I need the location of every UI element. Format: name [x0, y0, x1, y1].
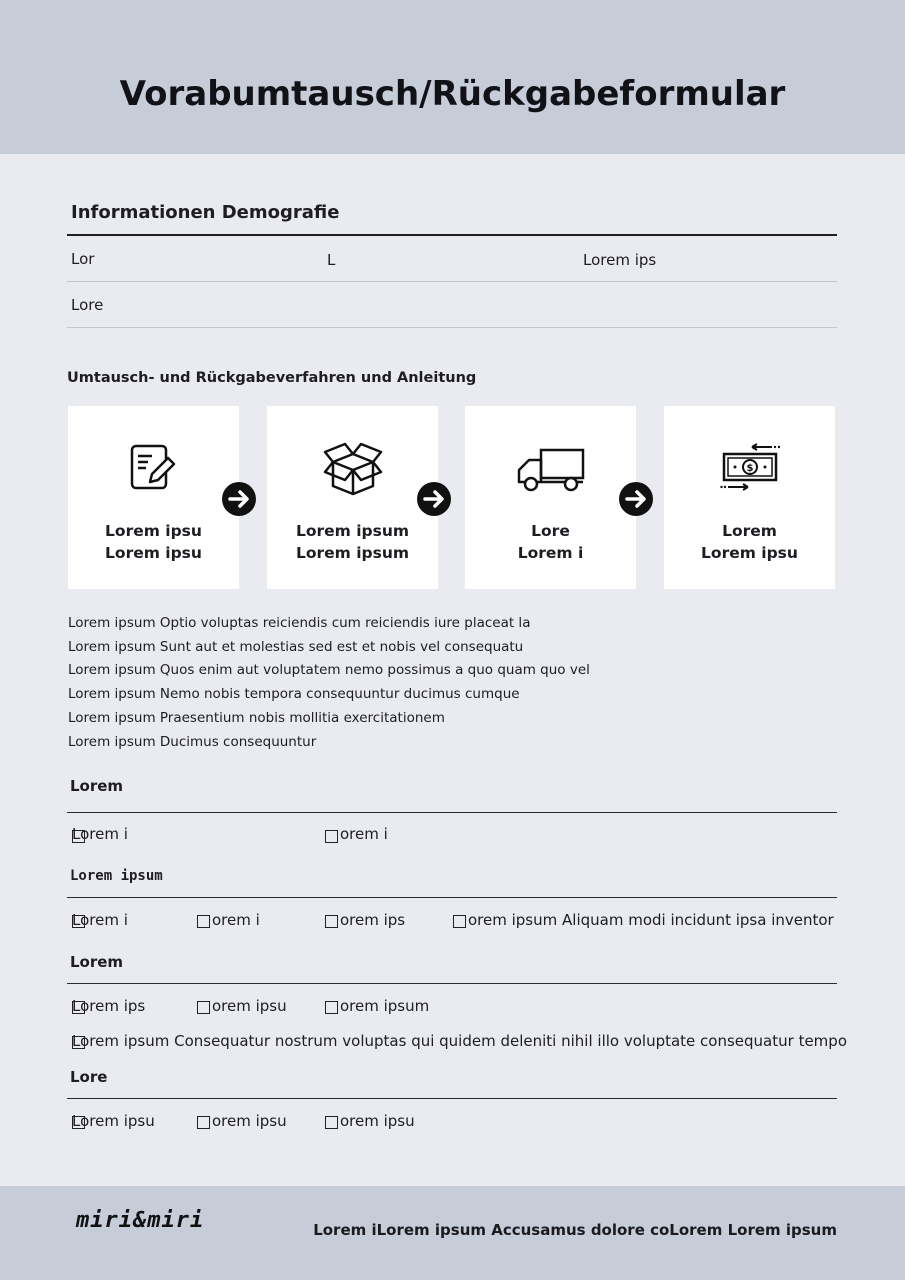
checkbox[interactable]: [72, 830, 85, 843]
checkbox[interactable]: [197, 1001, 210, 1014]
divider: [67, 234, 837, 236]
instruction-line: Lorem ipsum Optio voluptas reiciendis cum reiciendis iure placeat la: [68, 615, 531, 631]
step-label: [664, 520, 835, 564]
step-label-line-1: Lorem ipsum: [295, 522, 410, 540]
instruction-line: Lorem ipsum Ducimus consequuntur: [68, 733, 317, 750]
checkbox[interactable]: [325, 1116, 338, 1129]
checkbox-option[interactable]: [325, 825, 388, 843]
brand-logo: miri&miri: [76, 1208, 205, 1233]
step-label-line-2: Lorem i: [517, 544, 584, 562]
group-title: Lorem: [70, 777, 124, 795]
instruction-line: Lorem ipsum Praesentium nobis mollitia exercitationem: [68, 709, 445, 726]
demographics-field-2[interactable]: L: [327, 251, 336, 269]
option-label: orem ipsu: [340, 1112, 415, 1130]
divider: [67, 812, 837, 813]
divider: [67, 281, 837, 282]
option-label: Lorem i: [72, 825, 128, 843]
checkbox[interactable]: [325, 915, 338, 928]
checkbox-option[interactable]: [72, 997, 145, 1015]
step-label: [465, 520, 636, 564]
step-label-line-1: Lorem ipsu: [105, 522, 202, 540]
demographics-field-1[interactable]: Lor: [71, 250, 95, 268]
checkbox[interactable]: [325, 1001, 338, 1014]
group-title: Lorem: [70, 953, 124, 971]
checkbox-option[interactable]: [197, 911, 260, 929]
instructions-text: [68, 612, 590, 754]
step-card-1: [68, 406, 239, 589]
step-label-line-1: Lorem: [722, 522, 777, 540]
footer-text: Lorem iLorem ipsum Accusamus dolore coLorem Lorem ipsum: [313, 1221, 837, 1239]
divider: [67, 1098, 837, 1099]
open-box-icon: [322, 436, 384, 496]
instruction-line: Lorem ipsum Nemo nobis tempora consequuntur ducimus cumque: [68, 686, 520, 703]
checkbox-option[interactable]: [325, 997, 429, 1015]
option-label: orem ipsum: [340, 997, 430, 1015]
step-card-3: [465, 406, 636, 589]
demographics-field-4[interactable]: Lore: [71, 296, 104, 314]
checkbox[interactable]: [72, 1001, 85, 1014]
step-label-line-2: Lorem ipsum: [295, 544, 410, 562]
divider: [67, 983, 837, 984]
divider: [67, 327, 837, 328]
divider: [67, 897, 837, 898]
option-label: orem ipsu: [212, 997, 287, 1015]
option-label: Lorem ipsum Consequatur nostrum voluptas qui quidem deleniti nihil illo voluptate consequatur tempo: [72, 1032, 847, 1050]
page-footer: [0, 1186, 905, 1280]
option-label: Lorem ipsu: [72, 1112, 155, 1130]
checkbox-option[interactable]: [72, 911, 128, 929]
page-title: Vorabumtausch/Rückgabeformular: [119, 74, 786, 114]
checkbox[interactable]: [72, 915, 85, 928]
checkbox-option[interactable]: [72, 825, 128, 843]
checkbox[interactable]: [72, 1036, 85, 1049]
group-title: Lorem ipsum: [70, 868, 163, 884]
option-label: Lorem i: [72, 911, 128, 929]
step-label-line-2: Lorem ipsu: [105, 544, 202, 562]
page-header: [0, 0, 905, 154]
svg-text:$: $: [746, 463, 753, 474]
clipboard-pen-icon: [128, 442, 180, 494]
option-label: orem i: [212, 911, 260, 929]
money-refund-icon: [720, 442, 780, 492]
step-label-line-1: Lore: [531, 522, 570, 540]
procedure-title: Umtausch- und Rückgabeverfahren und Anleitung: [67, 370, 477, 386]
step-label: [267, 520, 438, 564]
checkbox[interactable]: [453, 915, 466, 928]
step-card-2: [267, 406, 438, 589]
checkbox[interactable]: [325, 830, 338, 843]
checkbox[interactable]: [197, 915, 210, 928]
arrow-right-icon: [619, 482, 653, 516]
checkbox-option[interactable]: [325, 911, 405, 929]
instruction-line: Lorem ipsum Quos enim aut voluptatem nemo possimus a quo quam quo vel: [68, 662, 590, 679]
option-label: orem ipsu: [212, 1112, 287, 1130]
delivery-truck-icon: [515, 446, 587, 492]
step-label: [68, 520, 239, 564]
arrow-right-icon: [222, 482, 256, 516]
instruction-line: Lorem ipsum Sunt aut et molestias sed est et nobis vel consequatu: [68, 638, 524, 655]
checkbox[interactable]: [72, 1116, 85, 1129]
option-label: Lorem ips: [72, 997, 146, 1015]
option-label: orem ips: [340, 911, 406, 929]
group-title: Lore: [70, 1068, 108, 1086]
checkbox-option[interactable]: [197, 997, 287, 1015]
checkbox[interactable]: [197, 1116, 210, 1129]
option-label: orem i: [340, 825, 388, 843]
demographics-title: Informationen Demografie: [71, 202, 340, 223]
checkbox-option[interactable]: [197, 1112, 287, 1130]
checkbox-option[interactable]: [72, 1032, 847, 1050]
checkbox-option[interactable]: [72, 1112, 155, 1130]
demographics-field-3[interactable]: Lorem ips: [583, 251, 657, 269]
option-label: orem ipsum Aliquam modi incidunt ipsa inventor: [468, 911, 834, 929]
step-card-4: [664, 406, 835, 589]
arrow-right-icon: [417, 482, 451, 516]
checkbox-option[interactable]: [453, 911, 834, 929]
step-label-line-2: Lorem ipsu: [701, 544, 798, 562]
checkbox-option[interactable]: [325, 1112, 415, 1130]
